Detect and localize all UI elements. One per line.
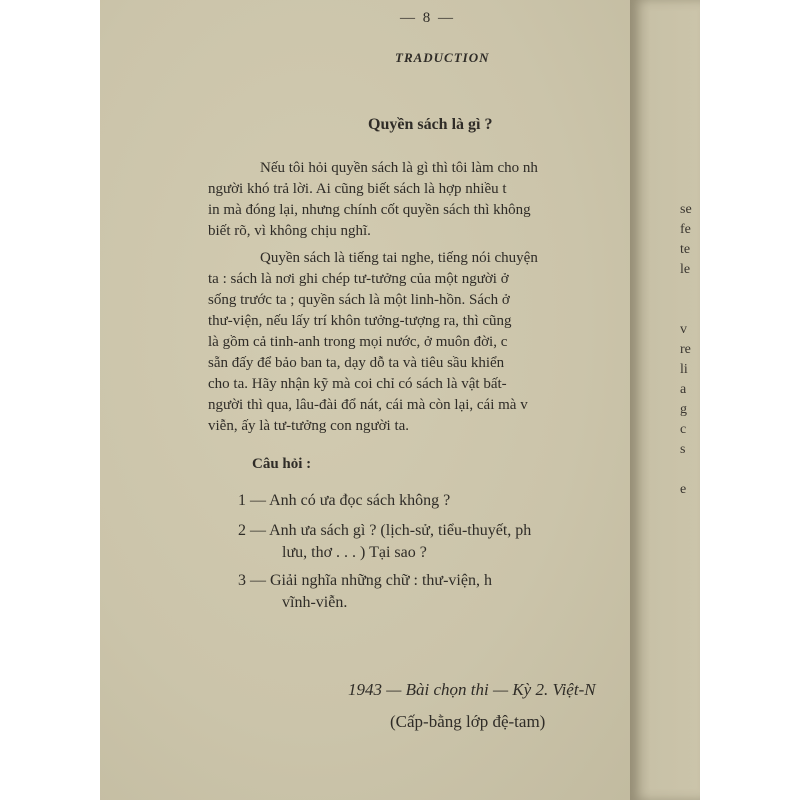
paragraph-1 xyxy=(208,158,648,242)
facing-fragment xyxy=(680,300,700,320)
paragraph-line: Nếu tôi hỏi quyền sách là gì thì tôi làm cho nh xyxy=(260,160,538,176)
paragraph-line: người khó trả lời. Ai cũng biết sách là hợp nhiều t xyxy=(208,181,507,197)
section-title: Quyền sách là gì ? xyxy=(368,116,493,133)
facing-fragment: li xyxy=(680,362,688,377)
paragraph-line: người thì qua, lâu-đài đổ nát, cái mà còn lại, cái mà v xyxy=(208,397,528,413)
facing-fragment: se xyxy=(680,202,692,217)
paragraph-line: sống trước ta ; quyền sách là một linh-hồn. Sách ở xyxy=(208,292,510,308)
question-2: 2 — Anh ưa sách gì ? (lịch-sử, tiểu-thuyết, ph xyxy=(238,522,532,539)
question-3-continued: vĩnh-viễn. xyxy=(282,594,348,611)
paragraph-line: biết rõ, vì không chịu nghĩ. xyxy=(208,223,371,239)
paragraph-line: Quyền sách là tiếng tai nghe, tiếng nói chuyện xyxy=(260,250,538,266)
facing-fragment: v xyxy=(680,322,687,337)
facing-fragment xyxy=(680,280,700,300)
facing-fragment: le xyxy=(680,262,691,277)
paragraph-line: cho ta. Hãy nhận kỹ mà coi chỉ có sách là vật bất- xyxy=(208,376,507,392)
facing-fragment xyxy=(680,460,700,480)
facing-page-text xyxy=(680,200,700,500)
left-page xyxy=(100,0,630,800)
paragraph-line: sẵn đấy để bảo ban ta, dạy dỗ ta và tiêu sầu khiển xyxy=(208,355,505,371)
facing-fragment: fe xyxy=(680,222,691,237)
running-header: TRADUCTION xyxy=(395,50,490,65)
facing-fragment: re xyxy=(680,342,691,357)
facing-fragment: te xyxy=(680,242,691,257)
question-3: 3 — Giải nghĩa những chữ : thư-viện, h xyxy=(238,572,492,589)
facing-fragment: s xyxy=(680,442,686,457)
page-number: — 8 — xyxy=(400,10,455,26)
paragraph-line: in mà đóng lại, nhưng chính cốt quyền sách thì không xyxy=(208,202,531,218)
facing-fragment: e xyxy=(680,482,687,497)
facing-fragment: c xyxy=(680,422,687,437)
questions-heading: Câu hỏi : xyxy=(252,456,312,472)
paragraph-line: ta : sách là nơi ghi chép tư-tưởng của một người ở xyxy=(208,271,509,287)
book-photo xyxy=(100,0,700,800)
paragraph-line: viễn, ấy là tư-tưởng con người ta. xyxy=(208,418,410,434)
question-1: 1 — Anh có ưa đọc sách không ? xyxy=(238,492,451,509)
paragraph-line: thư-viện, nếu lấy trí khôn tưởng-tượng ra, thì cũng xyxy=(208,313,512,329)
facing-fragment: g xyxy=(680,402,687,417)
source-line: 1943 — Bài chọn thi — Kỳ 2. Việt-N xyxy=(348,680,596,699)
question-2-continued: lưu, thơ . . . ) Tại sao ? xyxy=(282,544,427,561)
paragraph-2 xyxy=(208,248,648,437)
paragraph-line: là gồm cả tinh-anh trong mọi nước, ở muôn đời, c xyxy=(208,334,508,350)
certificate-line: (Cấp-bằng lớp đệ-tam) xyxy=(390,712,546,731)
facing-fragment: a xyxy=(680,382,687,397)
